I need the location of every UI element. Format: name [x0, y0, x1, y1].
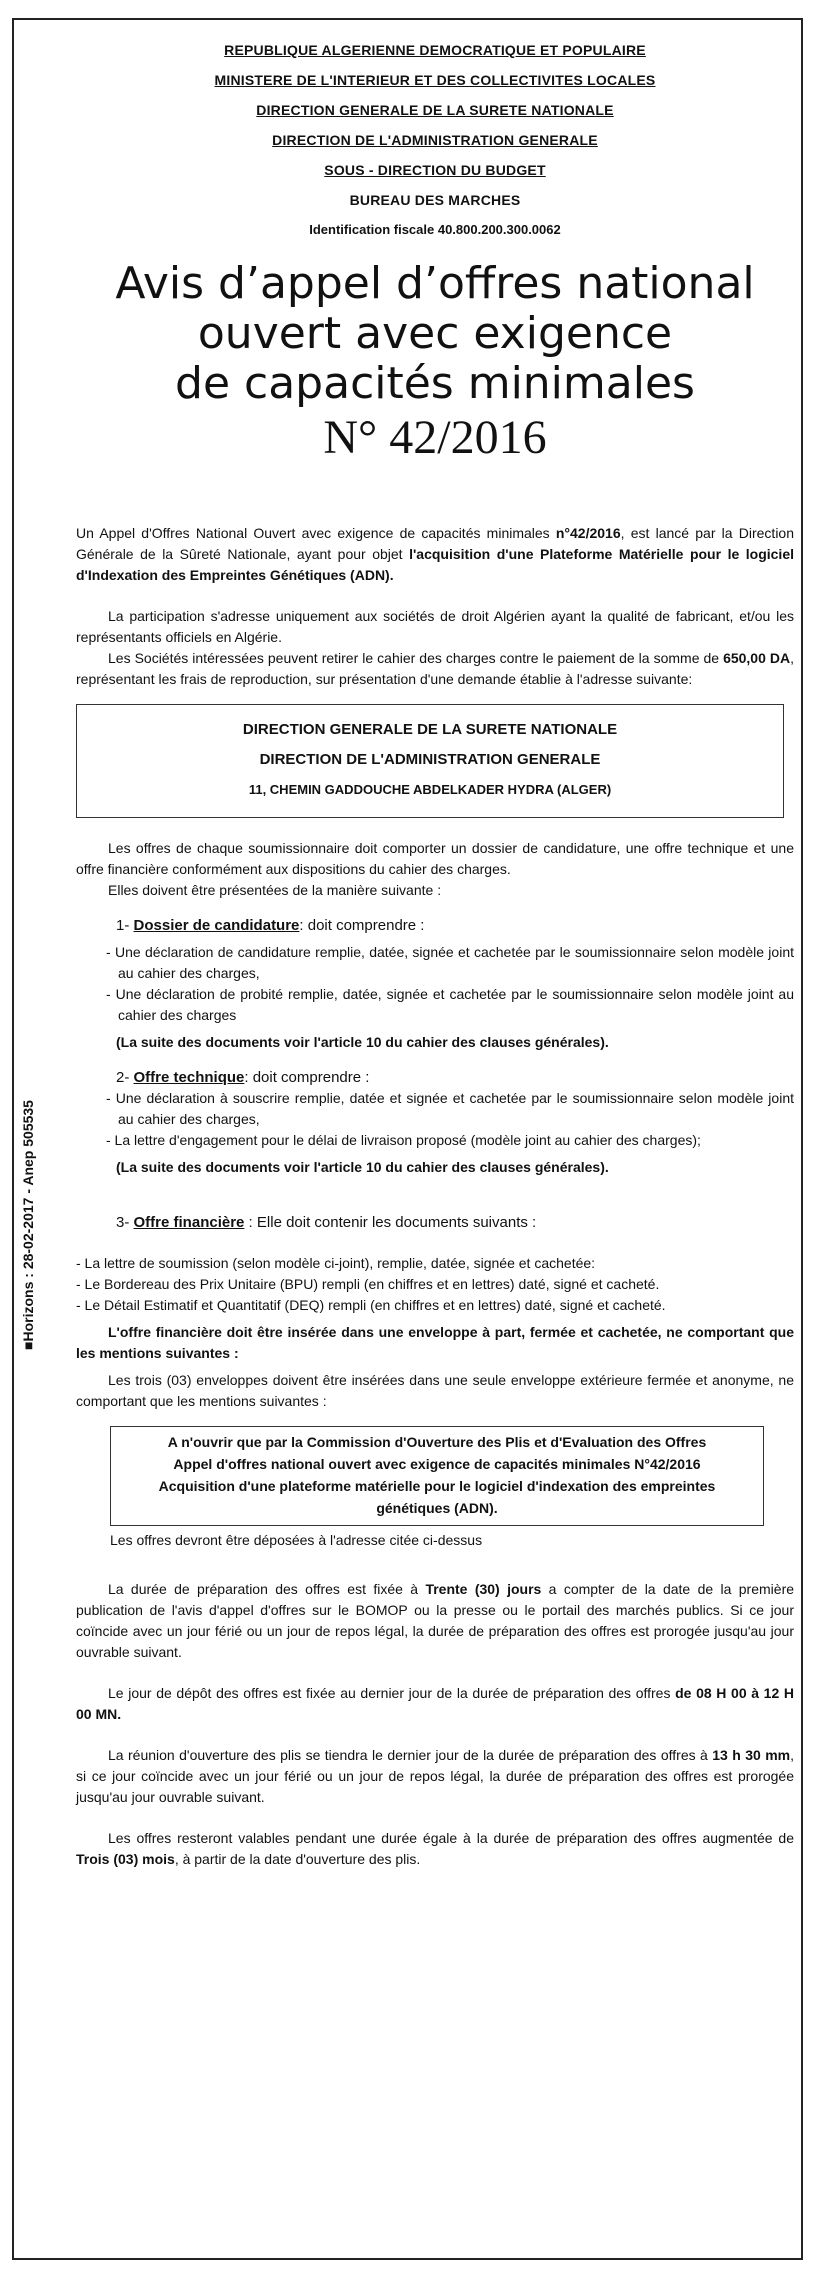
header-bureau: BUREAU DES MARCHES [349, 192, 521, 208]
section-1-item: - Une déclaration de probité remplie, datée, signée et cachetée par le soumissionnaire selon modèle joint au cahier des charges [106, 986, 794, 1023]
address-line-2: DIRECTION DE L'ADMINISTRATION GENERALE [259, 751, 601, 768]
address-line-3: 11, CHEMIN GADDOUCHE ABDELKADER HYDRA (ALGER) [248, 782, 612, 797]
header-ministry: MINISTERE DE L'INTERIEUR ET DES COLLECTIVITES LOCALES [214, 72, 656, 88]
mention-line-3: Acquisition d'une plateforme matérielle pour le logiciel d'indexation des empreintes génétiques (ADN). [158, 1478, 716, 1516]
section-3-item: - Le Bordereau des Prix Unitaire (BPU) rempli (en chiffres et en lettres) daté, signé et cacheté. [76, 1276, 660, 1292]
section-2-item: - Une déclaration à souscrire remplie, datée et signée et cachetée par le soumissionnaire selon modèle joint au cahier des charges, [106, 1090, 794, 1127]
depot-paragraph: Le jour de dépôt des offres est fixée au dernier jour de la durée de préparation des offres de 08 H 00 à 12 H 00 MN. [76, 1685, 795, 1722]
section-1-title: 1- Dossier de candidature: doit comprendre : [116, 917, 425, 934]
ad-content [76, 42, 794, 1870]
section-1-items [76, 942, 794, 1026]
duree-paragraph: La durée de préparation des offres est fixée à Trente (30) jours a compter de la date de la première publication de l'avis d'appel d'offres sur le BOMOP ou la presse ou le portail des marchés publics. Si ce jour coïncide avec un jour férié ou un jour de repos légal, la durée de préparation des offres est prorogée jusqu'au jour ouvrable suivant. [76, 1581, 795, 1660]
section-3-items [76, 1253, 794, 1316]
address-line-1: DIRECTION GENERALE DE LA SURETE NATIONALE [242, 721, 618, 738]
presentees-paragraph: Elles doivent être présentées de la manière suivante : [108, 882, 442, 898]
offres-intro-paragraph: Les offres de chaque soumissionnaire doit comporter un dossier de candidature, une offre technique et une offre financière conformément aux dispositions du cahier des charges. [76, 840, 794, 877]
publication-side-label: ■Horizons : 28-02-2017 - Anep 505535 [20, 1100, 36, 1350]
mention-line-1: A n'ouvrir que par la Commission d'Ouverture des Plis et d'Evaluation des Offres [167, 1434, 707, 1450]
participation-paragraph: La participation s'adresse uniquement aux sociétés de droit Algérien ayant la qualité de fabricant, et/ou les représentants officiels en Algérie. [76, 608, 794, 645]
ad-frame [12, 18, 803, 2260]
section-2-suite: (La suite des documents voir l'article 10 du cahier des clauses générales). [116, 1159, 609, 1175]
header-dag: DIRECTION DE L'ADMINISTRATION GENERALE [272, 132, 598, 148]
section-2-items [76, 1088, 794, 1151]
intro-paragraph: Un Appel d'Offres National Ouvert avec exigence de capacités minimales n°42/2016, est lancé par la Direction Générale de la Sûreté Nationale, ayant pour objet l'acquisition d'une Plateforme Matérielle pour le logiciel d'Indexation des Empreintes Génétiques (ADN). [76, 525, 794, 583]
header-block [76, 42, 794, 237]
header-republic: REPUBLIQUE ALGERIENNE DEMOCRATIQUE ET POPULAIRE [224, 42, 646, 58]
title-line-2: ouvert avec exigence [197, 308, 673, 359]
title-line-1: Avis d’appel d’offres national [115, 258, 755, 309]
fiscal-id: Identification fiscale 40.800.200.300.0062 [309, 222, 561, 237]
reunion-paragraph: La réunion d'ouverture des plis se tiendra le dernier jour de la durée de préparation des offres à 13 h 30 mm, si ce jour coïncide avec un jour férié ou un jour de repos légal, la durée de préparation des offres est prorogée jusqu'au jour ouvrable suivant. [76, 1747, 794, 1805]
section-2-title: 2- Offre technique: doit comprendre : [116, 1069, 370, 1086]
header-budget: SOUS - DIRECTION DU BUDGET [324, 162, 546, 178]
section-3-title: 3- Offre financière : Elle doit contenir les documents suivants : [116, 1214, 537, 1231]
mention-line-2: Appel d'offres national ouvert avec exigence de capacités minimales N°42/2016 [173, 1456, 701, 1472]
trois-enveloppes-paragraph: Les trois (03) enveloppes doivent être insérées dans une seule enveloppe extérieure fermée et anonyme, ne comportant que les mentions suivantes : [76, 1372, 794, 1409]
title-block [76, 259, 794, 409]
title-line-3: de capacités minimales [175, 358, 695, 409]
section-2-item: - La lettre d'engagement pour le délai de livraison proposé (modèle joint au cahier des charges); [106, 1132, 701, 1148]
section-1-suite: (La suite des documents voir l'article 10 du cahier des clauses générales). [116, 1034, 609, 1050]
header-dgsn: DIRECTION GENERALE DE LA SURETE NATIONALE [256, 102, 614, 118]
section-1-item: - Une déclaration de candidature remplie, datée, signée et cachetée par le soumissionnaire selon modèle joint au cahier des charges, [106, 944, 794, 981]
enveloppe-paragraph: L'offre financière doit être insérée dans une enveloppe à part, fermée et cachetée, ne comportant que les mentions suivantes : [76, 1324, 794, 1361]
validite-paragraph: Les offres resteront valables pendant une durée égale à la durée de préparation des offres augmentée de Trois (03) mois, à partir de la date d'ouverture des plis. [76, 1830, 794, 1867]
section-3-item: - Le Détail Estimatif et Quantitatif (DEQ) rempli (en chiffres et en lettres) daté, signé et cacheté. [76, 1297, 666, 1313]
tender-number: N° 42/2016 [323, 411, 547, 464]
mention-box [110, 1426, 764, 1526]
retrait-paragraph: Les Sociétés intéressées peuvent retirer le cahier des charges contre le paiement de la somme de 650,00 DA, représentant les frais de reproduction, sur présentation d'une demande établie à l'adresse suivante: [76, 650, 794, 687]
section-3-item: - La lettre de soumission (selon modèle ci-joint), remplie, datée, signée et cachetée: [76, 1255, 596, 1271]
address-box [76, 704, 784, 818]
deposees-paragraph: Les offres devront être déposées à l'adresse citée ci-dessus [110, 1532, 483, 1548]
